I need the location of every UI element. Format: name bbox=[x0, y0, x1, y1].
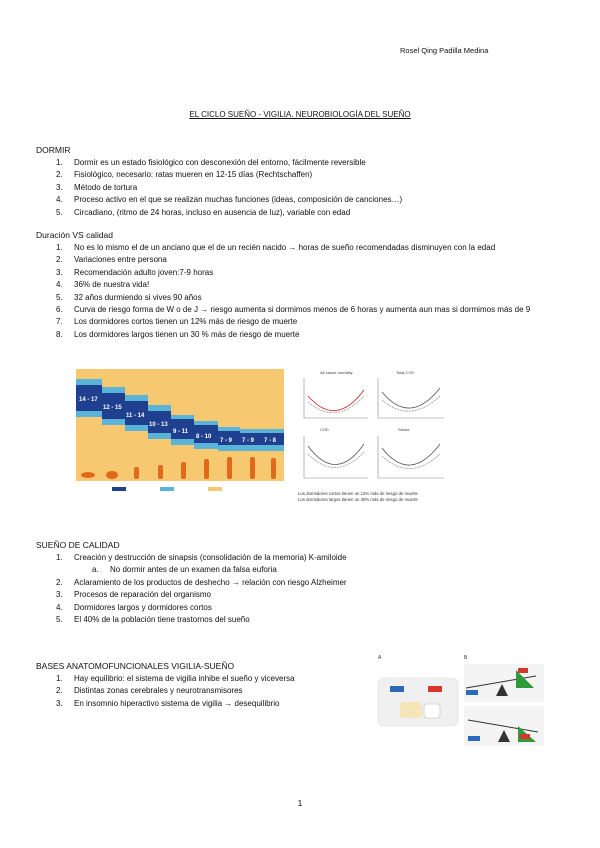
list-item: 8. Los dormidores largos tienen un 30 % más de riesgo de muerte bbox=[56, 329, 300, 339]
section-heading-calidad: SUEÑO DE CALIDAD bbox=[36, 540, 120, 550]
panel-label: CHD bbox=[320, 427, 329, 432]
sleep-label-box bbox=[520, 734, 530, 739]
band-label: 7 - 9 bbox=[242, 438, 255, 444]
list-item: 3. Recomendación adulto joven:7-9 horas bbox=[56, 267, 214, 277]
balance-figure bbox=[376, 652, 546, 748]
legend-swatch bbox=[112, 487, 126, 491]
page-title: EL CICLO SUEÑO - VIGILIA. NEUROBIOLOGÍA DEL SUEÑO bbox=[189, 110, 411, 119]
panel-label: Stroke bbox=[398, 427, 410, 432]
section-heading-duracion: Duración VS calidad bbox=[36, 230, 114, 240]
band-label: 11 - 14 bbox=[126, 413, 145, 419]
legend-swatch bbox=[160, 487, 174, 491]
list-item: 3. Procesos de reparación del organismo bbox=[56, 590, 211, 600]
wake-label-box bbox=[468, 736, 480, 741]
section-heading-bases: BASES ANATOMOFUNCIONALES VIGILIA-SUEÑO bbox=[36, 661, 235, 671]
mortality-caption-2: Los dormidores largos tienen un 30% más de riesgo de muerte bbox=[298, 497, 418, 502]
band-label: 7 - 8 bbox=[264, 438, 277, 444]
sleep-label-box bbox=[428, 686, 442, 692]
list-item: 4. Proceso activo en el que se realizan muchas funciones (ideas, composición de canciones…) bbox=[56, 195, 403, 205]
list-item: 5. El 40% de la población tiene trastornos del sueño bbox=[56, 615, 250, 625]
band-label: 10 - 13 bbox=[149, 422, 168, 428]
wake-label-box bbox=[390, 686, 404, 692]
list-item: 1. Dormir es un estado fisiológico con desconexión del entorno, fácilmente reversible bbox=[56, 158, 366, 167]
sleep-hours-graphic bbox=[72, 365, 288, 495]
list-item: 3. Método de tortura bbox=[56, 182, 138, 192]
wake-label-box bbox=[466, 690, 478, 695]
mortality-curves-graphic bbox=[298, 366, 448, 486]
panel-b-top bbox=[464, 664, 544, 702]
list-duracion bbox=[56, 242, 556, 341]
list-subitem: a. No dormir antes de un examen da falsa euforia bbox=[92, 565, 277, 574]
switch-block bbox=[424, 704, 440, 718]
sleep-hours-figure bbox=[72, 365, 288, 495]
band-label: 12 - 15 bbox=[103, 405, 122, 411]
section-heading-dormir: DORMIR bbox=[36, 145, 71, 155]
list-item: 6. Curva de riesgo forma de W o de J → riesgo aumenta si dormimos menos de 6 horas y aumenta aun mas si dormimos más de 9 bbox=[56, 305, 531, 315]
panel-label-a: A bbox=[378, 655, 382, 661]
list-item: 5. Circadiano, (ritmo de 24 horas, incluso en ausencia de luz), variable con edad bbox=[56, 207, 351, 217]
band-label: 14 - 17 bbox=[79, 397, 98, 403]
band-label: 9 - 11 bbox=[173, 429, 189, 435]
list-item: 2. Fisiológico, necesario: ratas mueren en 12-15 días (Rechtschaffen) bbox=[56, 170, 313, 180]
list-item: 4. 36% de nuestra vida! bbox=[56, 280, 150, 290]
list-bases bbox=[56, 673, 356, 710]
band-label: 7 - 9 bbox=[220, 438, 233, 444]
panel-label-b: B bbox=[464, 655, 468, 661]
list-item: 4. Dormidores largos y dormidores cortos bbox=[56, 602, 212, 612]
list-item: 1. Creación y destrucción de sinapsis (consolidación de la memoria) K-amiloide bbox=[56, 553, 347, 562]
list-item: 2. Aclaramiento de los productos de deshecho → relación con riesgo Alzheimer bbox=[56, 578, 347, 587]
mortality-caption-1: Los dormidores cortos tienen un 12% más de riesgo de muerte bbox=[298, 491, 418, 496]
panel-label: All-cause mortality bbox=[320, 370, 353, 375]
list-dormir bbox=[56, 157, 556, 219]
mortality-figure bbox=[298, 366, 448, 506]
list-item: 7. Los dormidores cortos tienen un 12% más de riesgo de muerte bbox=[56, 317, 298, 327]
list-item: 5. 32 años durmiendo si vives 90 años bbox=[56, 292, 202, 302]
legend-swatch bbox=[208, 487, 222, 491]
list-calidad bbox=[56, 552, 556, 564]
page-number: 1 bbox=[297, 798, 303, 808]
author-name: Rosel Qing Padilla Medina bbox=[400, 46, 489, 55]
list-item: 2. Variaciones entre persona bbox=[56, 255, 167, 265]
balance-graphic bbox=[376, 652, 546, 748]
list-item: 3. En insomnio hiperactivo sistema de vigilia → desequilibrio bbox=[56, 698, 280, 708]
list-item: 1. No es lo mismo el de un anciano que el de un recién nacido → horas de sueño recomendadas disminuyen con la edad bbox=[56, 243, 496, 252]
list-item: 2. Distintas zonas cerebrales y neurotransmisores bbox=[56, 686, 243, 696]
band-label: 8 - 10 bbox=[196, 434, 212, 440]
switch-block bbox=[400, 702, 422, 718]
sleep-label-box bbox=[518, 668, 528, 673]
list-calidad-cont bbox=[56, 577, 556, 627]
panel-label: Total CVD bbox=[396, 370, 415, 375]
list-item: 1. Hay equilibrio: el sistema de vigilia inhibe el sueño y viceversa bbox=[56, 674, 295, 683]
